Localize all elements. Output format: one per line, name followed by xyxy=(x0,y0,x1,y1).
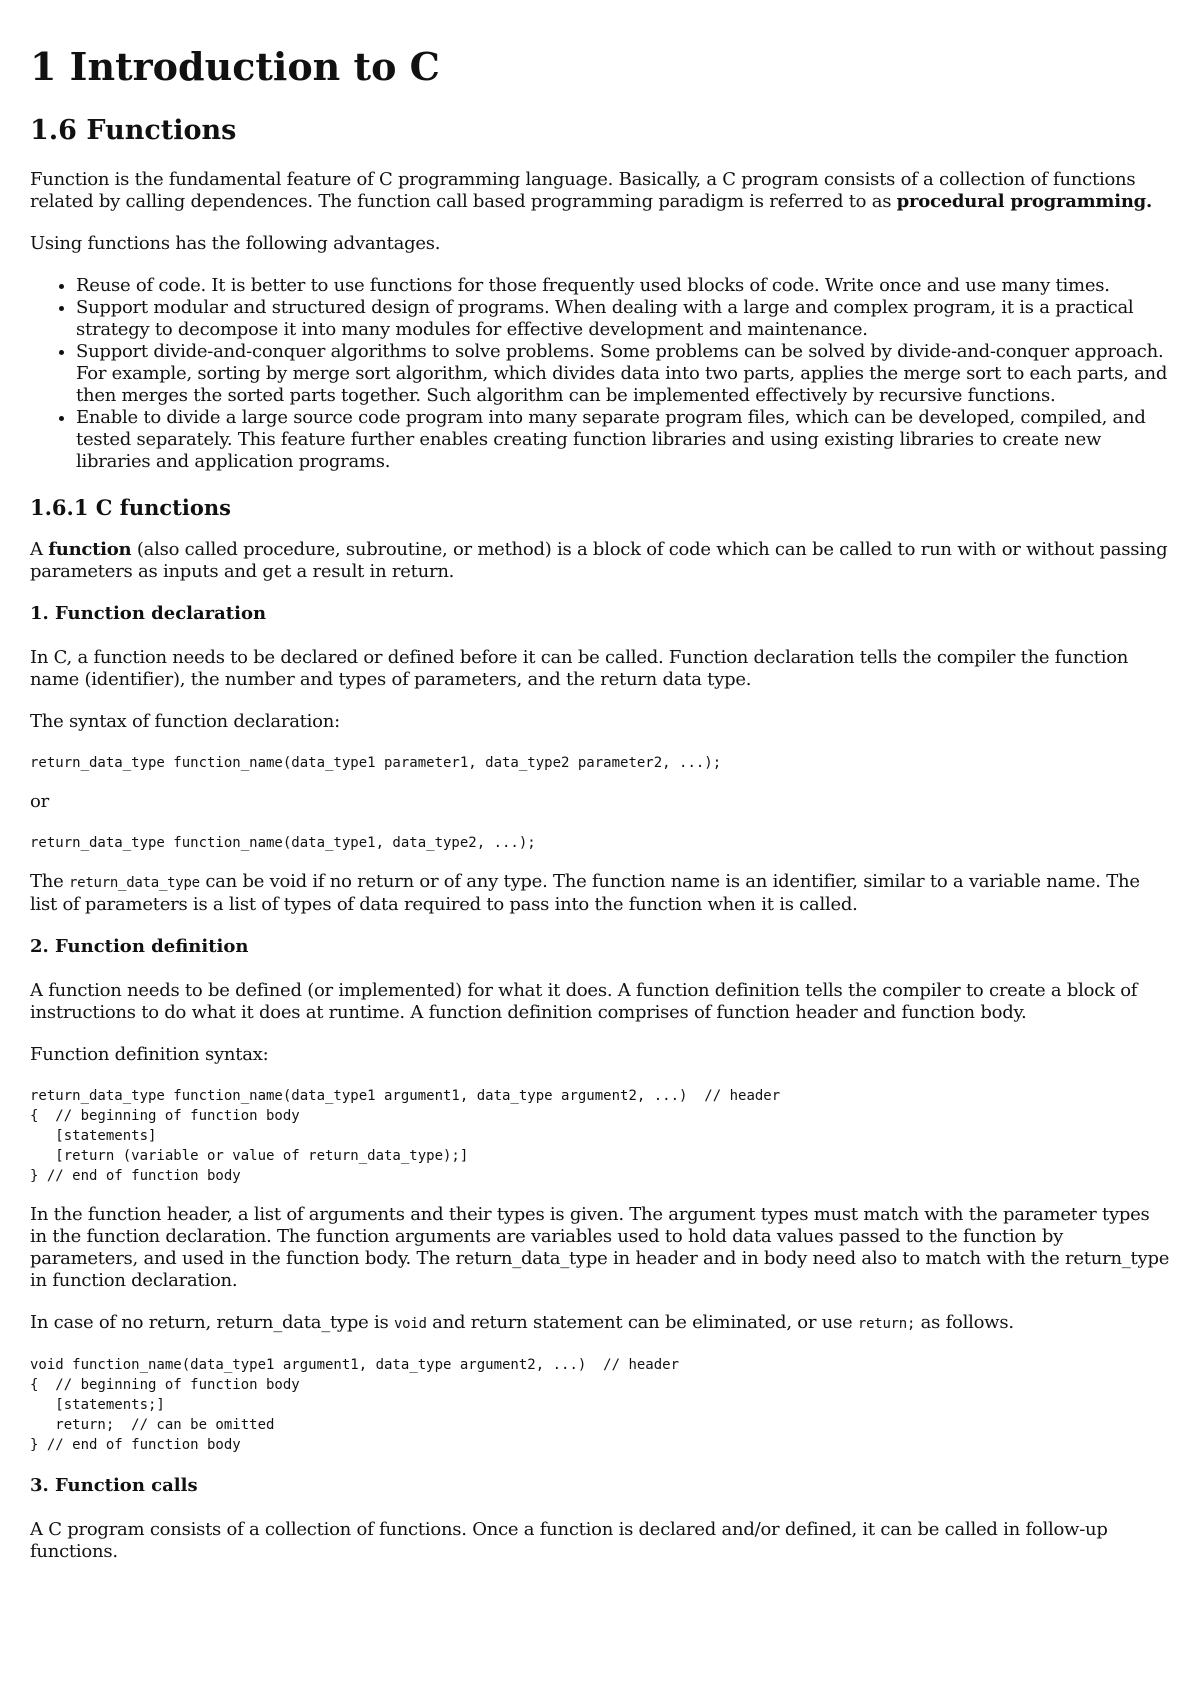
inline-code: return; xyxy=(857,1316,916,1332)
intro-paragraph: Function is the fundamental feature of C programming language. Basically, a C program consists of a collection of functions related by calling dependences. The function call based programming paradigm is referred to as procedural programming. xyxy=(30,169,1153,212)
inline-code: void xyxy=(393,1316,427,1332)
chapter-heading: 1 Introduction to C xyxy=(30,44,440,89)
list-item: • Reuse of code. It is better to use functions for those frequently used blocks of code. Write once and use many times. xyxy=(76,275,1170,297)
void-function-code-block: void function_name(data_type1 argument1, data_type argument2, ...) // header { // beginning of function body [statements;] return; // can be omitted } // end of function body xyxy=(30,1357,680,1453)
declaration-code-block: return_data_type function_name(data_type1 parameter1, data_type2 parameter2, ...); xyxy=(30,755,722,771)
definition-paragraph: A function needs to be defined (or implemented) for what it does. A function definition tells the compiler to create a block of instructions to do what it does at runtime. A function definition comprises of function header and function body. xyxy=(30,980,1138,1023)
subsection-heading: 1.6.1 C functions xyxy=(30,495,231,520)
declaration-paragraph: In C, a function needs to be declared or defined before it can be called. Function declaration tells the compiler the function name (identifier), the number and types of parameters, and the return data type. xyxy=(30,647,1129,690)
or-text: or xyxy=(30,791,49,812)
declaration-code-block-alt: return_data_type function_name(data_type1, data_type2, ...); xyxy=(30,835,536,851)
list-item: • Support divide-and-conquer algorithms to solve problems. Some problems can be solved by divide-and-conquer approach. For example, sorting by merge sort algorithm, which divides data into two parts, applies the merge sort to each parts, and then merges the sorted parts together. Such algorithm can be implemented effectively by recursive functions. xyxy=(76,341,1170,407)
list-item: • Enable to divide a large source code program into many separate program files, which can be developed, compiled, and tested separately. This feature further enables creating function libraries and using existing libraries to create new libraries and application programs. xyxy=(76,407,1170,473)
function-header-paragraph: In the function header, a list of arguments and their types is given. The argument types must match with the parameter types in the function declaration. The function arguments are variables used to hold data values passed to the function by parameters, and used in the function body. The return_data_type in header and in body need also to match with the return_type in function declaration. xyxy=(30,1204,1170,1291)
declaration-syntax-label: The syntax of function declaration: xyxy=(30,711,340,732)
advantages-list xyxy=(30,275,1170,473)
definition-heading: 2. Function definition xyxy=(30,936,249,957)
section-heading: 1.6 Functions xyxy=(30,115,237,146)
no-return-paragraph: In case of no return, return_data_type is void and return statement can be eliminated, or use return; as follows. xyxy=(30,1312,1014,1333)
calls-paragraph: A C program consists of a collection of functions. Once a function is declared and/or defined, it can be called in follow-up functions. xyxy=(30,1519,1108,1562)
inline-code: return_data_type xyxy=(68,875,200,891)
bold-term-procedural-programming: procedural programming xyxy=(896,191,1146,212)
definition-code-block: return_data_type function_name(data_type1 argument1, data_type argument2, ...) // header { // beginning of function body [statements] [return (variable or value of return_data_type);] } // end of function body xyxy=(30,1088,781,1184)
return-type-paragraph: The return_data_type can be void if no return or of any type. The function name is an identifier, similar to a variable name. The list of parameters is a list of types of data required to pass into the function when it is called. xyxy=(30,871,1140,915)
list-item: • Support modular and structured design of programs. When dealing with a large and complex program, it is a practical strategy to decompose it into many modules for effective development and maintenance. xyxy=(76,297,1170,341)
definition-syntax-label: Function definition syntax: xyxy=(30,1044,269,1065)
bold-term-function: function xyxy=(48,539,132,560)
advantages-intro: Using functions has the following advantages. xyxy=(30,233,441,254)
calls-heading: 3. Function calls xyxy=(30,1475,198,1496)
declaration-heading: 1. Function declaration xyxy=(30,603,267,624)
function-definition-paragraph: A function (also called procedure, subroutine, or method) is a block of code which can be called to run with or without passing parameters as inputs and get a result in return. xyxy=(30,539,1168,582)
